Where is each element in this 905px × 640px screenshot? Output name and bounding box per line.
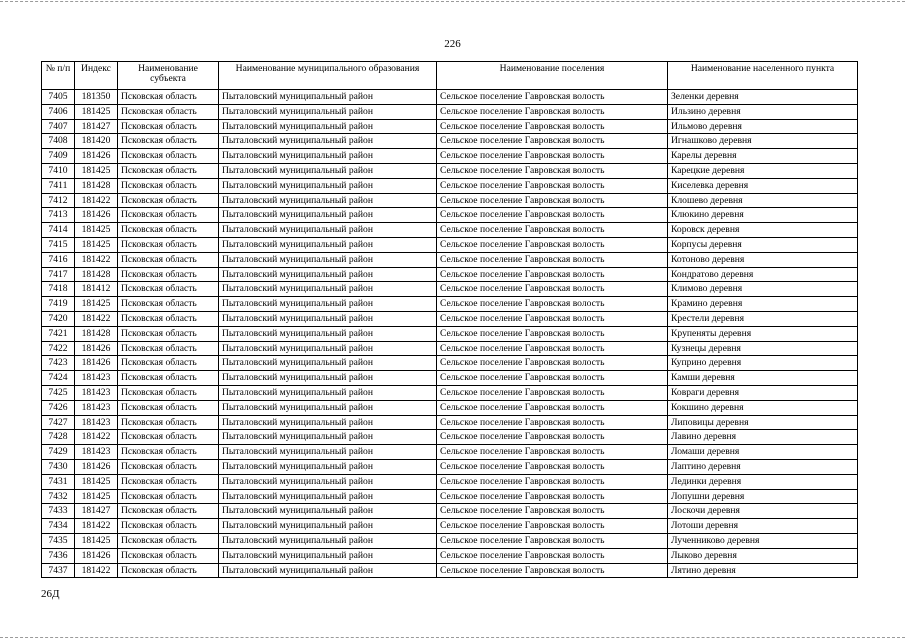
cell-postal-index: 181423 bbox=[75, 445, 118, 460]
cell-municipality: Пыталовский муниципальный район bbox=[219, 90, 437, 105]
cell-row-number: 7424 bbox=[42, 371, 75, 386]
cell-settlement: Сельское поселение Гавровская волость bbox=[437, 400, 668, 415]
cell-settlement: Сельское поселение Гавровская волость bbox=[437, 533, 668, 548]
cell-municipality: Пыталовский муниципальный район bbox=[219, 149, 437, 164]
cell-postal-index: 181423 bbox=[75, 385, 118, 400]
cell-row-number: 7418 bbox=[42, 282, 75, 297]
cell-subject: Псковская область bbox=[118, 459, 219, 474]
cell-locality: Кондратово деревня bbox=[668, 267, 858, 282]
cell-row-number: 7408 bbox=[42, 134, 75, 149]
table-row bbox=[42, 519, 858, 534]
cell-municipality: Пыталовский муниципальный район bbox=[219, 563, 437, 578]
cell-postal-index: 181427 bbox=[75, 504, 118, 519]
cell-municipality: Пыталовский муниципальный район bbox=[219, 208, 437, 223]
cell-municipality: Пыталовский муниципальный район bbox=[219, 385, 437, 400]
cell-row-number: 7423 bbox=[42, 356, 75, 371]
table-row bbox=[42, 489, 858, 504]
cell-municipality: Пыталовский муниципальный район bbox=[219, 459, 437, 474]
cell-municipality: Пыталовский муниципальный район bbox=[219, 237, 437, 252]
cell-settlement: Сельское поселение Гавровская волость bbox=[437, 489, 668, 504]
cell-subject: Псковская область bbox=[118, 519, 219, 534]
cell-subject: Псковская область bbox=[118, 237, 219, 252]
cell-settlement: Сельское поселение Гавровская волость bbox=[437, 519, 668, 534]
cell-settlement: Сельское поселение Гавровская волость bbox=[437, 237, 668, 252]
cell-postal-index: 181412 bbox=[75, 282, 118, 297]
table-row bbox=[42, 445, 858, 460]
cell-row-number: 7432 bbox=[42, 489, 75, 504]
cell-postal-index: 181426 bbox=[75, 459, 118, 474]
table-row bbox=[42, 563, 858, 578]
cell-subject: Псковская область bbox=[118, 474, 219, 489]
cell-locality: Крупеняты деревня bbox=[668, 326, 858, 341]
cell-row-number: 7414 bbox=[42, 223, 75, 238]
cell-settlement: Сельское поселение Гавровская волость bbox=[437, 371, 668, 386]
cell-settlement: Сельское поселение Гавровская волость bbox=[437, 430, 668, 445]
cell-locality: Клошево деревня bbox=[668, 193, 858, 208]
cell-locality: Лопушни деревня bbox=[668, 489, 858, 504]
table-row bbox=[42, 400, 858, 415]
cell-subject: Псковская область bbox=[118, 90, 219, 105]
cell-postal-index: 181420 bbox=[75, 134, 118, 149]
cell-postal-index: 181425 bbox=[75, 533, 118, 548]
cell-postal-index: 181423 bbox=[75, 400, 118, 415]
cell-settlement: Сельское поселение Гавровская волость bbox=[437, 193, 668, 208]
cell-postal-index: 181426 bbox=[75, 149, 118, 164]
cell-postal-index: 181425 bbox=[75, 474, 118, 489]
cell-row-number: 7416 bbox=[42, 252, 75, 267]
table-row bbox=[42, 341, 858, 356]
table-row bbox=[42, 311, 858, 326]
cell-postal-index: 181426 bbox=[75, 356, 118, 371]
table-header-row bbox=[42, 62, 858, 90]
page-number: 226 bbox=[444, 38, 461, 50]
cell-settlement: Сельское поселение Гавровская волость bbox=[437, 208, 668, 223]
cell-settlement: Сельское поселение Гавровская волость bbox=[437, 563, 668, 578]
cell-municipality: Пыталовский муниципальный район bbox=[219, 341, 437, 356]
cell-subject: Псковская область bbox=[118, 548, 219, 563]
cell-subject: Псковская область bbox=[118, 163, 219, 178]
table-row bbox=[42, 178, 858, 193]
cell-row-number: 7415 bbox=[42, 237, 75, 252]
cell-locality: Лыково деревня bbox=[668, 548, 858, 563]
cell-subject: Псковская область bbox=[118, 341, 219, 356]
cell-locality: Ильзино деревня bbox=[668, 104, 858, 119]
cell-subject: Псковская область bbox=[118, 415, 219, 430]
cell-subject: Псковская область bbox=[118, 400, 219, 415]
cell-locality: Карецкие деревня bbox=[668, 163, 858, 178]
cell-subject: Псковская область bbox=[118, 445, 219, 460]
cell-settlement: Сельское поселение Гавровская волость bbox=[437, 90, 668, 105]
cell-row-number: 7407 bbox=[42, 119, 75, 134]
cell-row-number: 7431 bbox=[42, 474, 75, 489]
cell-locality: Клюкино деревня bbox=[668, 208, 858, 223]
cell-municipality: Пыталовский муниципальный район bbox=[219, 223, 437, 238]
cell-locality: Ломаши деревня bbox=[668, 445, 858, 460]
cell-postal-index: 181428 bbox=[75, 267, 118, 282]
sheet-code: 26Д bbox=[41, 588, 60, 600]
cell-subject: Псковская область bbox=[118, 178, 219, 193]
cell-settlement: Сельское поселение Гавровская волость bbox=[437, 548, 668, 563]
cell-settlement: Сельское поселение Гавровская волость bbox=[437, 474, 668, 489]
cell-subject: Псковская область bbox=[118, 504, 219, 519]
table-row bbox=[42, 326, 858, 341]
cell-settlement: Сельское поселение Гавровская волость bbox=[437, 134, 668, 149]
cell-settlement: Сельское поселение Гавровская волость bbox=[437, 415, 668, 430]
cell-subject: Псковская область bbox=[118, 326, 219, 341]
cell-row-number: 7436 bbox=[42, 548, 75, 563]
table-row bbox=[42, 193, 858, 208]
table-row bbox=[42, 208, 858, 223]
table-row bbox=[42, 119, 858, 134]
cell-subject: Псковская область bbox=[118, 282, 219, 297]
cell-locality: Крамино деревня bbox=[668, 297, 858, 312]
cell-locality: Игнашково деревня bbox=[668, 134, 858, 149]
cell-row-number: 7420 bbox=[42, 311, 75, 326]
cell-municipality: Пыталовский муниципальный район bbox=[219, 267, 437, 282]
cell-postal-index: 181425 bbox=[75, 297, 118, 312]
header-postal-index: Индекс bbox=[75, 62, 118, 90]
cell-postal-index: 181426 bbox=[75, 341, 118, 356]
cell-postal-index: 181426 bbox=[75, 548, 118, 563]
cell-locality: Крестели деревня bbox=[668, 311, 858, 326]
cell-postal-index: 181426 bbox=[75, 208, 118, 223]
cell-municipality: Пыталовский муниципальный район bbox=[219, 474, 437, 489]
table-row bbox=[42, 223, 858, 238]
cell-subject: Псковская область bbox=[118, 385, 219, 400]
cell-postal-index: 181428 bbox=[75, 178, 118, 193]
cell-locality: Зеленки деревня bbox=[668, 90, 858, 105]
cell-subject: Псковская область bbox=[118, 430, 219, 445]
cell-municipality: Пыталовский муниципальный район bbox=[219, 326, 437, 341]
cell-locality: Карелы деревня bbox=[668, 149, 858, 164]
cell-locality: Лученниково деревня bbox=[668, 533, 858, 548]
cell-settlement: Сельское поселение Гавровская волость bbox=[437, 282, 668, 297]
cell-municipality: Пыталовский муниципальный район bbox=[219, 548, 437, 563]
cell-postal-index: 181423 bbox=[75, 415, 118, 430]
cell-locality: Кузнецы деревня bbox=[668, 341, 858, 356]
header-locality: Наименование населенного пункта bbox=[668, 62, 858, 90]
header-municipality: Наименование муниципального образования bbox=[219, 62, 437, 90]
cell-row-number: 7413 bbox=[42, 208, 75, 223]
cell-settlement: Сельское поселение Гавровская волость bbox=[437, 356, 668, 371]
cell-postal-index: 181422 bbox=[75, 430, 118, 445]
cell-subject: Псковская область bbox=[118, 193, 219, 208]
cell-locality: Лединки деревня bbox=[668, 474, 858, 489]
cell-row-number: 7421 bbox=[42, 326, 75, 341]
cell-subject: Псковская область bbox=[118, 267, 219, 282]
table-row bbox=[42, 385, 858, 400]
cell-postal-index: 181423 bbox=[75, 371, 118, 386]
cell-municipality: Пыталовский муниципальный район bbox=[219, 119, 437, 134]
cell-row-number: 7433 bbox=[42, 504, 75, 519]
cell-settlement: Сельское поселение Гавровская волость bbox=[437, 297, 668, 312]
table-row bbox=[42, 252, 858, 267]
cell-settlement: Сельское поселение Гавровская волость bbox=[437, 459, 668, 474]
scan-edge-bottom bbox=[0, 637, 905, 638]
cell-locality: Камши деревня bbox=[668, 371, 858, 386]
cell-municipality: Пыталовский муниципальный район bbox=[219, 504, 437, 519]
cell-subject: Псковская область bbox=[118, 563, 219, 578]
cell-municipality: Пыталовский муниципальный район bbox=[219, 445, 437, 460]
table-row bbox=[42, 356, 858, 371]
table-row bbox=[42, 90, 858, 105]
cell-locality: Ковраги деревня bbox=[668, 385, 858, 400]
table-row bbox=[42, 237, 858, 252]
cell-subject: Псковская область bbox=[118, 297, 219, 312]
cell-settlement: Сельское поселение Гавровская волость bbox=[437, 223, 668, 238]
cell-locality: Лотоши деревня bbox=[668, 519, 858, 534]
table-row bbox=[42, 430, 858, 445]
cell-locality: Кокшино деревня bbox=[668, 400, 858, 415]
cell-municipality: Пыталовский муниципальный район bbox=[219, 356, 437, 371]
cell-row-number: 7426 bbox=[42, 400, 75, 415]
table-row bbox=[42, 297, 858, 312]
cell-municipality: Пыталовский муниципальный район bbox=[219, 178, 437, 193]
cell-subject: Псковская область bbox=[118, 223, 219, 238]
table-row bbox=[42, 459, 858, 474]
cell-subject: Псковская область bbox=[118, 371, 219, 386]
cell-row-number: 7435 bbox=[42, 533, 75, 548]
cell-postal-index: 181428 bbox=[75, 326, 118, 341]
cell-settlement: Сельское поселение Гавровская волость bbox=[437, 252, 668, 267]
cell-subject: Псковская область bbox=[118, 252, 219, 267]
table-row bbox=[42, 371, 858, 386]
cell-municipality: Пыталовский муниципальный район bbox=[219, 282, 437, 297]
cell-row-number: 7410 bbox=[42, 163, 75, 178]
cell-row-number: 7406 bbox=[42, 104, 75, 119]
table-row bbox=[42, 474, 858, 489]
settlements-table bbox=[41, 61, 858, 578]
cell-locality: Куприно деревня bbox=[668, 356, 858, 371]
cell-subject: Псковская область bbox=[118, 149, 219, 164]
cell-subject: Псковская область bbox=[118, 119, 219, 134]
cell-row-number: 7434 bbox=[42, 519, 75, 534]
cell-municipality: Пыталовский муниципальный район bbox=[219, 489, 437, 504]
header-row-number: № п/п bbox=[42, 62, 75, 90]
table-row bbox=[42, 282, 858, 297]
cell-municipality: Пыталовский муниципальный район bbox=[219, 134, 437, 149]
cell-subject: Псковская область bbox=[118, 134, 219, 149]
cell-locality: Лаптино деревня bbox=[668, 459, 858, 474]
cell-municipality: Пыталовский муниципальный район bbox=[219, 193, 437, 208]
cell-settlement: Сельское поселение Гавровская волость bbox=[437, 104, 668, 119]
cell-subject: Псковская область bbox=[118, 356, 219, 371]
cell-locality: Котоново деревня bbox=[668, 252, 858, 267]
table-row bbox=[42, 149, 858, 164]
cell-municipality: Пыталовский муниципальный район bbox=[219, 415, 437, 430]
cell-settlement: Сельское поселение Гавровская волость bbox=[437, 341, 668, 356]
cell-postal-index: 181425 bbox=[75, 489, 118, 504]
cell-settlement: Сельское поселение Гавровская волость bbox=[437, 178, 668, 193]
cell-row-number: 7422 bbox=[42, 341, 75, 356]
cell-settlement: Сельское поселение Гавровская волость bbox=[437, 445, 668, 460]
cell-municipality: Пыталовский муниципальный район bbox=[219, 297, 437, 312]
cell-municipality: Пыталовский муниципальный район bbox=[219, 311, 437, 326]
cell-locality: Корпусы деревня bbox=[668, 237, 858, 252]
cell-municipality: Пыталовский муниципальный район bbox=[219, 371, 437, 386]
cell-postal-index: 181422 bbox=[75, 193, 118, 208]
cell-postal-index: 181422 bbox=[75, 519, 118, 534]
cell-row-number: 7428 bbox=[42, 430, 75, 445]
cell-locality: Лятино деревня bbox=[668, 563, 858, 578]
cell-postal-index: 181422 bbox=[75, 563, 118, 578]
cell-municipality: Пыталовский муниципальный район bbox=[219, 400, 437, 415]
cell-locality: Ильмово деревня bbox=[668, 119, 858, 134]
cell-settlement: Сельское поселение Гавровская волость bbox=[437, 163, 668, 178]
cell-subject: Псковская область bbox=[118, 489, 219, 504]
cell-locality: Лавино деревня bbox=[668, 430, 858, 445]
cell-row-number: 7411 bbox=[42, 178, 75, 193]
cell-municipality: Пыталовский муниципальный район bbox=[219, 519, 437, 534]
cell-row-number: 7419 bbox=[42, 297, 75, 312]
table-row bbox=[42, 415, 858, 430]
table-row bbox=[42, 504, 858, 519]
cell-postal-index: 181350 bbox=[75, 90, 118, 105]
cell-postal-index: 181427 bbox=[75, 119, 118, 134]
cell-row-number: 7409 bbox=[42, 149, 75, 164]
cell-settlement: Сельское поселение Гавровская волость bbox=[437, 267, 668, 282]
cell-locality: Киселевка деревня bbox=[668, 178, 858, 193]
cell-postal-index: 181425 bbox=[75, 237, 118, 252]
cell-subject: Псковская область bbox=[118, 311, 219, 326]
cell-row-number: 7429 bbox=[42, 445, 75, 460]
cell-municipality: Пыталовский муниципальный район bbox=[219, 252, 437, 267]
table-row bbox=[42, 548, 858, 563]
cell-settlement: Сельское поселение Гавровская волость bbox=[437, 326, 668, 341]
cell-subject: Псковская область bbox=[118, 104, 219, 119]
cell-settlement: Сельское поселение Гавровская волость bbox=[437, 504, 668, 519]
cell-postal-index: 181422 bbox=[75, 311, 118, 326]
cell-locality: Климово деревня bbox=[668, 282, 858, 297]
cell-row-number: 7430 bbox=[42, 459, 75, 474]
cell-locality: Коровск деревня bbox=[668, 223, 858, 238]
cell-subject: Псковская область bbox=[118, 208, 219, 223]
cell-municipality: Пыталовский муниципальный район bbox=[219, 533, 437, 548]
header-settlement: Наименование поселения bbox=[437, 62, 668, 90]
cell-settlement: Сельское поселение Гавровская волость bbox=[437, 119, 668, 134]
scan-edge-top bbox=[0, 1, 905, 2]
cell-row-number: 7417 bbox=[42, 267, 75, 282]
cell-row-number: 7412 bbox=[42, 193, 75, 208]
cell-row-number: 7425 bbox=[42, 385, 75, 400]
cell-postal-index: 181422 bbox=[75, 252, 118, 267]
cell-postal-index: 181425 bbox=[75, 223, 118, 238]
cell-row-number: 7427 bbox=[42, 415, 75, 430]
cell-municipality: Пыталовский муниципальный район bbox=[219, 430, 437, 445]
table-row bbox=[42, 533, 858, 548]
cell-row-number: 7437 bbox=[42, 563, 75, 578]
cell-settlement: Сельское поселение Гавровская волость bbox=[437, 149, 668, 164]
header-subject: Наименование субъекта bbox=[118, 62, 219, 90]
cell-municipality: Пыталовский муниципальный район bbox=[219, 163, 437, 178]
cell-subject: Псковская область bbox=[118, 533, 219, 548]
cell-settlement: Сельское поселение Гавровская волость bbox=[437, 385, 668, 400]
table-row bbox=[42, 104, 858, 119]
table-row bbox=[42, 134, 858, 149]
cell-row-number: 7405 bbox=[42, 90, 75, 105]
cell-locality: Лоскочи деревня bbox=[668, 504, 858, 519]
cell-postal-index: 181425 bbox=[75, 163, 118, 178]
table-row bbox=[42, 267, 858, 282]
cell-settlement: Сельское поселение Гавровская волость bbox=[437, 311, 668, 326]
cell-municipality: Пыталовский муниципальный район bbox=[219, 104, 437, 119]
cell-postal-index: 181425 bbox=[75, 104, 118, 119]
table-row bbox=[42, 163, 858, 178]
cell-locality: Липовицы деревня bbox=[668, 415, 858, 430]
